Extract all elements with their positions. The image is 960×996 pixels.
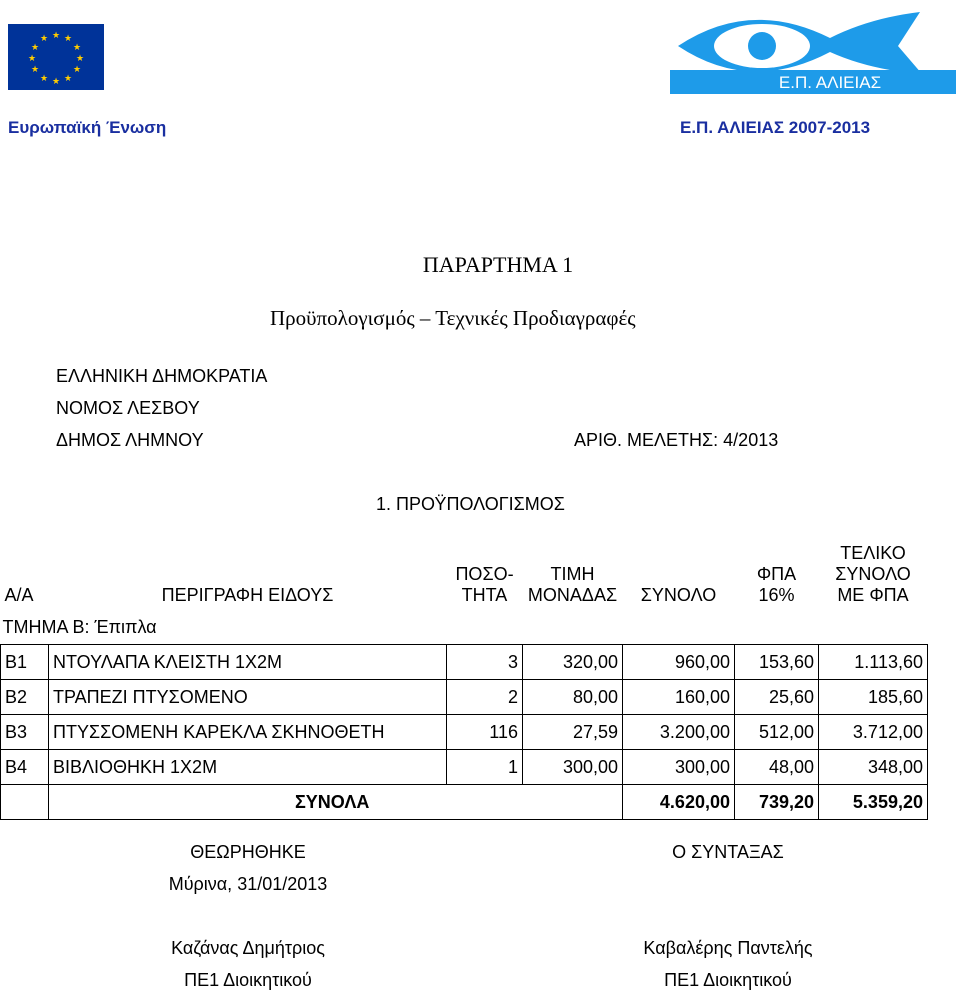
cell-quantity: 3 bbox=[447, 645, 523, 680]
svg-text:★: ★ bbox=[51, 31, 61, 41]
fisheries-programme-logo bbox=[670, 8, 956, 94]
signature-right-heading: Ο ΣΥΝΤΑΞΑΣ bbox=[672, 842, 784, 862]
cell-description: ΒΙΒΛΙΟΘΗΚΗ 1Χ2Μ bbox=[49, 750, 447, 785]
cell-unit-price: 300,00 bbox=[523, 750, 623, 785]
svg-text:★: ★ bbox=[63, 74, 73, 84]
header-final-total: ΤΕΛΙΚΟ ΣΥΝΟΛΟ ΜΕ ΦΠΑ bbox=[835, 543, 911, 605]
totals-empty-cell bbox=[1, 785, 49, 820]
totals-final: 5.359,20 bbox=[819, 785, 928, 820]
totals-row bbox=[1, 785, 928, 820]
cell-vat: 48,00 bbox=[735, 750, 819, 785]
cell-vat: 512,00 bbox=[735, 715, 819, 750]
svg-text:★: ★ bbox=[75, 54, 85, 64]
header-total: ΣΥΝΟΛΟ bbox=[640, 585, 717, 605]
signature-right-name: Καβαλέρης Παντελής bbox=[643, 938, 813, 958]
cell-quantity: 2 bbox=[447, 680, 523, 715]
svg-text:★: ★ bbox=[30, 65, 40, 75]
svg-text:★: ★ bbox=[27, 54, 37, 64]
table-header-row bbox=[1, 516, 928, 610]
cell-description: ΠΤΥΣΣΟΜΕΝΗ ΚΑΡΕΚΛΑ ΣΚΗΝΟΘΕΤΗ bbox=[49, 715, 447, 750]
signature-right-title: ΠΕ1 Διοικητικού bbox=[664, 970, 792, 990]
cell-quantity: 116 bbox=[447, 715, 523, 750]
cell-unit-price: 27,59 bbox=[523, 715, 623, 750]
table-row bbox=[1, 750, 928, 785]
header-unit-price: ΤΙΜΗ ΜΟΝΑΔΑΣ bbox=[527, 564, 618, 605]
eu-flag-logo bbox=[8, 24, 104, 90]
cell-final: 348,00 bbox=[819, 750, 928, 785]
cell-unit-price: 320,00 bbox=[523, 645, 623, 680]
svg-text:★: ★ bbox=[51, 77, 61, 87]
cell-code: Β1 bbox=[1, 645, 49, 680]
cell-code: Β4 bbox=[1, 750, 49, 785]
fish-eye-icon bbox=[670, 8, 956, 94]
header-description: ΠΕΡΙΓΡΑΦΗ ΕΙΔΟΥΣ bbox=[161, 585, 334, 605]
annex-subtitle: Προϋπολογισμός – Τεχνικές Προδιαγραφές bbox=[270, 306, 636, 330]
svg-text:★: ★ bbox=[63, 34, 73, 44]
programme-label: Ε.Π. ΑΛΙΕΙΑΣ 2007-2013 bbox=[680, 118, 871, 137]
header-aa: Α/Α bbox=[4, 585, 34, 605]
signature-left-heading: ΘΕΩΡΗΘΗΚΕ bbox=[190, 842, 306, 862]
eu-label: Ευρωπαϊκή Ένωση bbox=[8, 118, 167, 137]
cell-total: 160,00 bbox=[623, 680, 735, 715]
cell-code: Β2 bbox=[1, 680, 49, 715]
cell-quantity: 1 bbox=[447, 750, 523, 785]
table-row bbox=[1, 715, 928, 750]
cell-vat: 25,60 bbox=[735, 680, 819, 715]
section-row bbox=[1, 610, 928, 645]
totals-label: ΣΥΝΟΛΑ bbox=[49, 785, 623, 820]
signature-left-name: Καζάνας Δημήτριος bbox=[171, 938, 325, 958]
section-label: ΤΜΗΜΑ Β: Έπιπλα bbox=[2, 616, 157, 637]
section-title: 1. ΠΡΟΫΠΟΛΟΓΙΣΜΟΣ bbox=[376, 494, 565, 514]
cell-code: Β3 bbox=[1, 715, 49, 750]
totals-total: 4.620,00 bbox=[623, 785, 735, 820]
annex-title: ΠΑΡΑΡΤΗΜΑ 1 bbox=[422, 252, 574, 277]
budget-table bbox=[0, 516, 928, 820]
cell-description: ΤΡΑΠΕΖΙ ΠΤΥΣΟΜΕΝΟ bbox=[49, 680, 447, 715]
cell-final: 3.712,00 bbox=[819, 715, 928, 750]
totals-vat: 739,20 bbox=[735, 785, 819, 820]
cell-vat: 153,60 bbox=[735, 645, 819, 680]
cell-description: ΝΤΟΥΛΑΠΑ ΚΛΕΙΣΤΗ 1Χ2Μ bbox=[49, 645, 447, 680]
eu-stars-icon bbox=[8, 24, 104, 90]
authority-line-prefecture: ΝΟΜΟΣ ΛΕΣΒΟΥ bbox=[56, 398, 200, 418]
svg-text:★: ★ bbox=[39, 74, 49, 84]
logo-text: Ε.Π. ΑΛΙΕΙΑΣ bbox=[778, 73, 882, 92]
svg-text:★: ★ bbox=[72, 43, 82, 53]
cell-total: 960,00 bbox=[623, 645, 735, 680]
cell-unit-price: 80,00 bbox=[523, 680, 623, 715]
authority-line-municipality: ΔΗΜΟΣ ΛΗΜΝΟΥ bbox=[56, 430, 204, 450]
header-quantity: ΠΟΣΟ- ΤΗΤΑ bbox=[455, 564, 514, 605]
cell-total: 300,00 bbox=[623, 750, 735, 785]
study-number: ΑΡΙΘ. ΜΕΛΕΤΗΣ: 4/2013 bbox=[574, 430, 779, 450]
svg-text:★: ★ bbox=[39, 34, 49, 44]
cell-final: 1.113,60 bbox=[819, 645, 928, 680]
svg-text:★: ★ bbox=[72, 65, 82, 75]
authority-line-country: ΕΛΛΗΝΙΚΗ ΔΗΜΟΚΡΑΤΙΑ bbox=[56, 366, 268, 386]
cell-total: 3.200,00 bbox=[623, 715, 735, 750]
signature-left-title: ΠΕ1 Διοικητικού bbox=[184, 970, 312, 990]
svg-text:★: ★ bbox=[30, 43, 40, 53]
table-row bbox=[1, 680, 928, 715]
table-row bbox=[1, 645, 928, 680]
cell-final: 185,60 bbox=[819, 680, 928, 715]
header-vat: ΦΠΑ 16% bbox=[756, 564, 797, 605]
signature-left-place-date: Μύρινα, 31/01/2013 bbox=[168, 874, 328, 894]
